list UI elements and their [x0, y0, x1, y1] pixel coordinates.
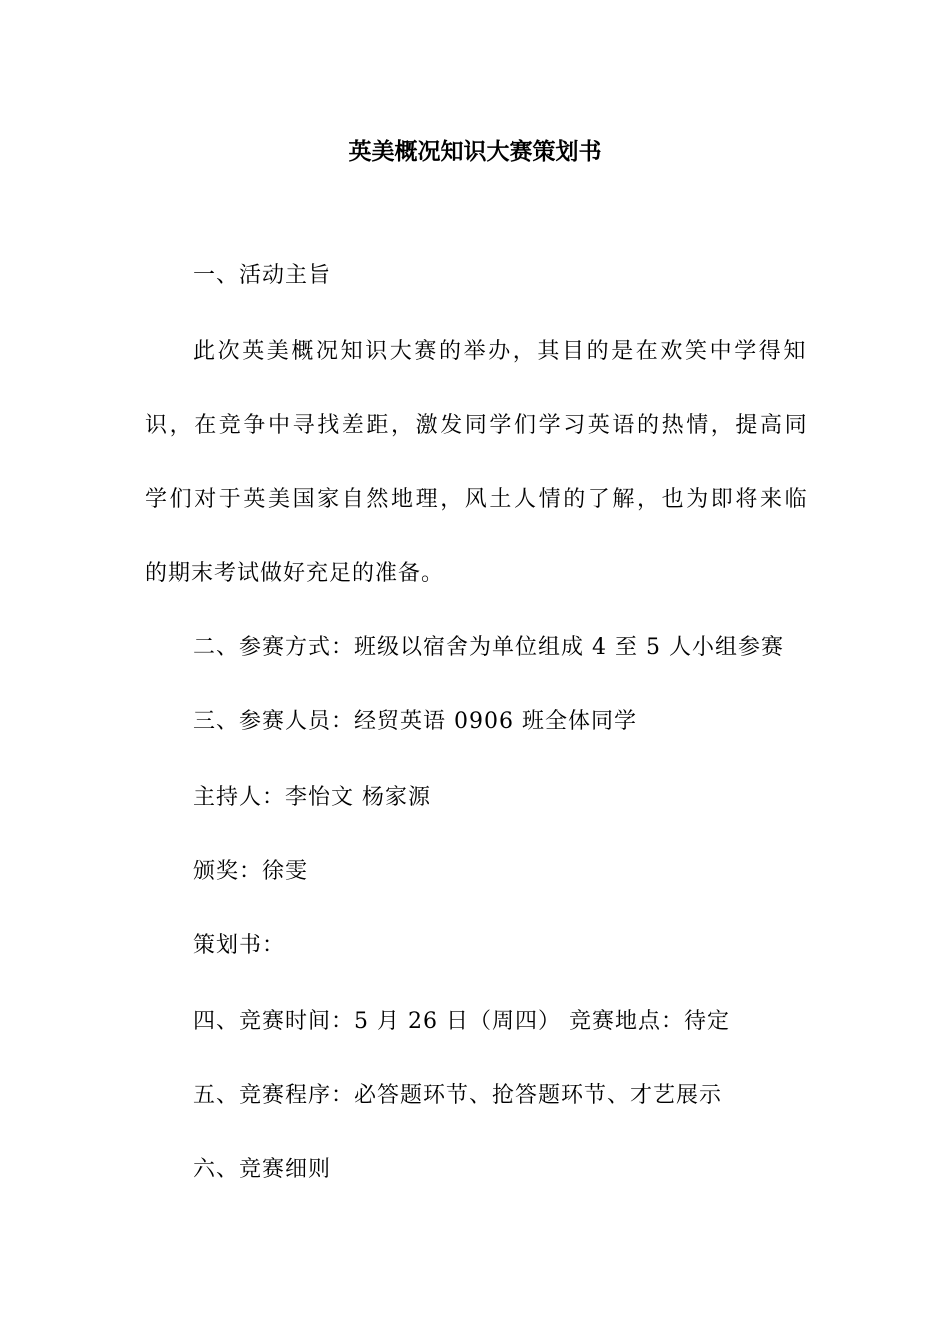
paragraph-line: 学们对于英美国家自然地理，风土人情的了解，也为即将来临	[145, 487, 810, 512]
paragraph-line: 此次英美概况知识大赛的举办，其目的是在欢笑中学得知	[193, 339, 809, 364]
section-heading-purpose: 一、活动主旨	[193, 263, 332, 288]
paragraph-line: 识，在竞争中寻找差距，激发同学们学习英语的热情，提高同	[145, 413, 810, 438]
section-participation-method: 二、参赛方式：班级以宿舍为单位组成 4 至 5 人小组参赛	[193, 635, 784, 660]
document-title: 英美概况知识大赛策划书	[348, 138, 602, 165]
section-procedure: 五、竞赛程序：必答题环节、抢答题环节、才艺展示	[193, 1083, 723, 1108]
section-participants: 三、参赛人员：经贸英语 0906 班全体同学	[193, 709, 637, 734]
paragraph-line: 的期末考试做好充足的准备。	[145, 561, 445, 586]
host-line: 主持人：李怡文 杨家源	[193, 785, 431, 810]
planner-line: 策划书：	[193, 933, 286, 958]
section-details-heading: 六、竞赛细则	[193, 1157, 332, 1182]
section-time-location: 四、竞赛时间：5 月 26 日（周四） 竞赛地点：待定	[193, 1009, 730, 1034]
award-line: 颁奖：徐雯	[193, 859, 309, 884]
